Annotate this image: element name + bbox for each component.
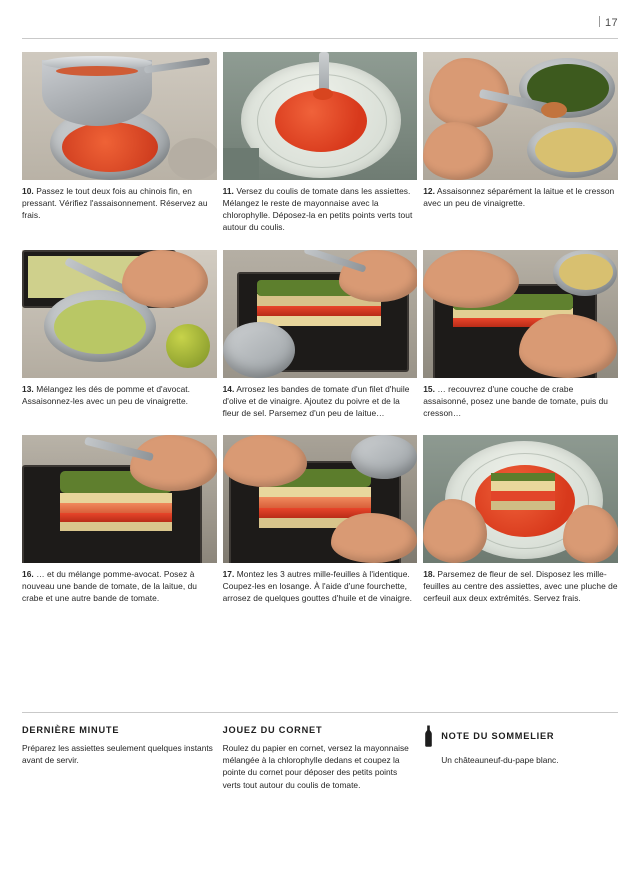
step-row	[22, 250, 618, 420]
step-text: … et du mélange pomme-avocat. Posez à nouveau une bande de tomate, de la laitue, du crabe et une autre bande de tomate.	[22, 569, 198, 604]
step-13	[22, 250, 217, 420]
page-number: 17	[604, 17, 618, 29]
step-caption	[22, 384, 217, 408]
step-text: Parsemez de fleur de sel. Disposez les mille-feuilles au centre des assiettes, avec une pluche de cerfeuil aux deux extrémités. Servez frais.	[423, 569, 618, 604]
step-text: … recouvrez d'une couche de crabe assaisonné, posez une bande de tomate, puis du cresson…	[423, 383, 609, 418]
note-text: Préparez les assiettes seulement quelques instants avant de servir.	[22, 743, 213, 766]
photo-finishing-millefeuille-stack	[223, 435, 418, 563]
step-18	[423, 435, 618, 605]
photo-pouring-tomato-coulis-on-plate	[223, 52, 418, 180]
step-caption	[423, 186, 618, 210]
step-text: Mélangez les dés de pomme et d'avocat. Assaisonnez-les avec un peu de vinaigrette.	[22, 383, 191, 406]
step-text: Montez les 3 autres mille-feuilles à l'identique. Coupez-les en losange. À l'aide d'une fourchette, arrosez de quelques gouttes d'huile et de vinaigre.	[222, 569, 413, 604]
step-number: 15.	[423, 383, 435, 394]
photo-dressing-tomato-strips	[223, 250, 418, 378]
step-number: 12.	[423, 186, 435, 196]
photo-layering-crab-and-tomato	[423, 250, 618, 378]
footer-divider	[22, 712, 618, 713]
step-caption	[223, 186, 418, 234]
note-sommelier	[423, 725, 618, 791]
photo-plated-millefeuille-on-coulis	[423, 435, 618, 563]
step-caption	[423, 384, 618, 420]
step-14	[223, 250, 418, 420]
step-number: 16.	[22, 569, 34, 580]
step-caption	[22, 186, 217, 222]
step-16	[22, 435, 217, 605]
step-15	[423, 250, 618, 420]
note-title: JOUEZ DU CORNET	[222, 725, 323, 735]
note-title: NOTE DU SOMMELIER	[441, 731, 555, 741]
step-row	[22, 52, 618, 234]
step-number: 17.	[222, 569, 235, 580]
photo-mixing-apple-and-avocado-dice	[22, 250, 217, 378]
step-caption	[223, 569, 418, 605]
step-row	[22, 435, 618, 605]
note-text: Un châteauneuf-du-pape blanc.	[441, 755, 559, 765]
step-number: 11.	[222, 186, 234, 196]
photo-seasoning-lettuce-and-cress	[423, 52, 618, 180]
step-number: 13.	[22, 383, 34, 394]
note-title: DERNIÈRE MINUTE	[22, 725, 120, 735]
step-17	[223, 435, 418, 605]
page-header	[599, 16, 618, 29]
step-caption	[223, 384, 418, 420]
photo-layering-apple-avocado-mix	[22, 435, 217, 563]
note-jouez-du-cornet	[223, 725, 418, 791]
step-text: Arrosez les bandes de tomate d'un filet d'huile d'olive et de vinaigre. Ajoutez du poivre et de la fleur de sel. Parsemez d'un peu de laitue…	[222, 383, 410, 418]
step-10	[22, 52, 217, 234]
wine-bottle-icon	[423, 725, 434, 747]
footer-notes	[22, 712, 618, 791]
note-text: Roulez du papier en cornet, versez la mayonnaise mélangée à la chlorophylle dedans et coupez la pointe du cornet pour déposer des petits points verts tout autour du coulis de tomate.	[222, 743, 409, 790]
note-derniere-minute	[22, 725, 217, 791]
steps-grid	[22, 52, 618, 615]
photo-straining-sauce-through-sieve	[22, 52, 217, 180]
step-11	[223, 52, 418, 234]
page-number-rule	[599, 16, 600, 27]
step-text: Versez du coulis de tomate dans les assiettes. Mélangez le reste de mayonnaise avec la chlorophylle. Déposez-la en petits points verts tout autour du coulis.	[222, 186, 413, 232]
step-number: 18.	[423, 569, 435, 580]
step-number: 10.	[22, 186, 34, 196]
step-12	[423, 52, 618, 234]
step-number: 14.	[222, 383, 235, 394]
header-divider	[22, 38, 618, 39]
step-text: Passez le tout deux fois au chinois fin, en pressant. Vérifiez l'assaisonnement. Réservez au frais.	[22, 186, 208, 220]
step-caption	[423, 569, 618, 605]
step-text: Assaisonnez séparément la laitue et le cresson avec un peu de vinaigrette.	[423, 186, 615, 208]
step-caption	[22, 569, 217, 605]
